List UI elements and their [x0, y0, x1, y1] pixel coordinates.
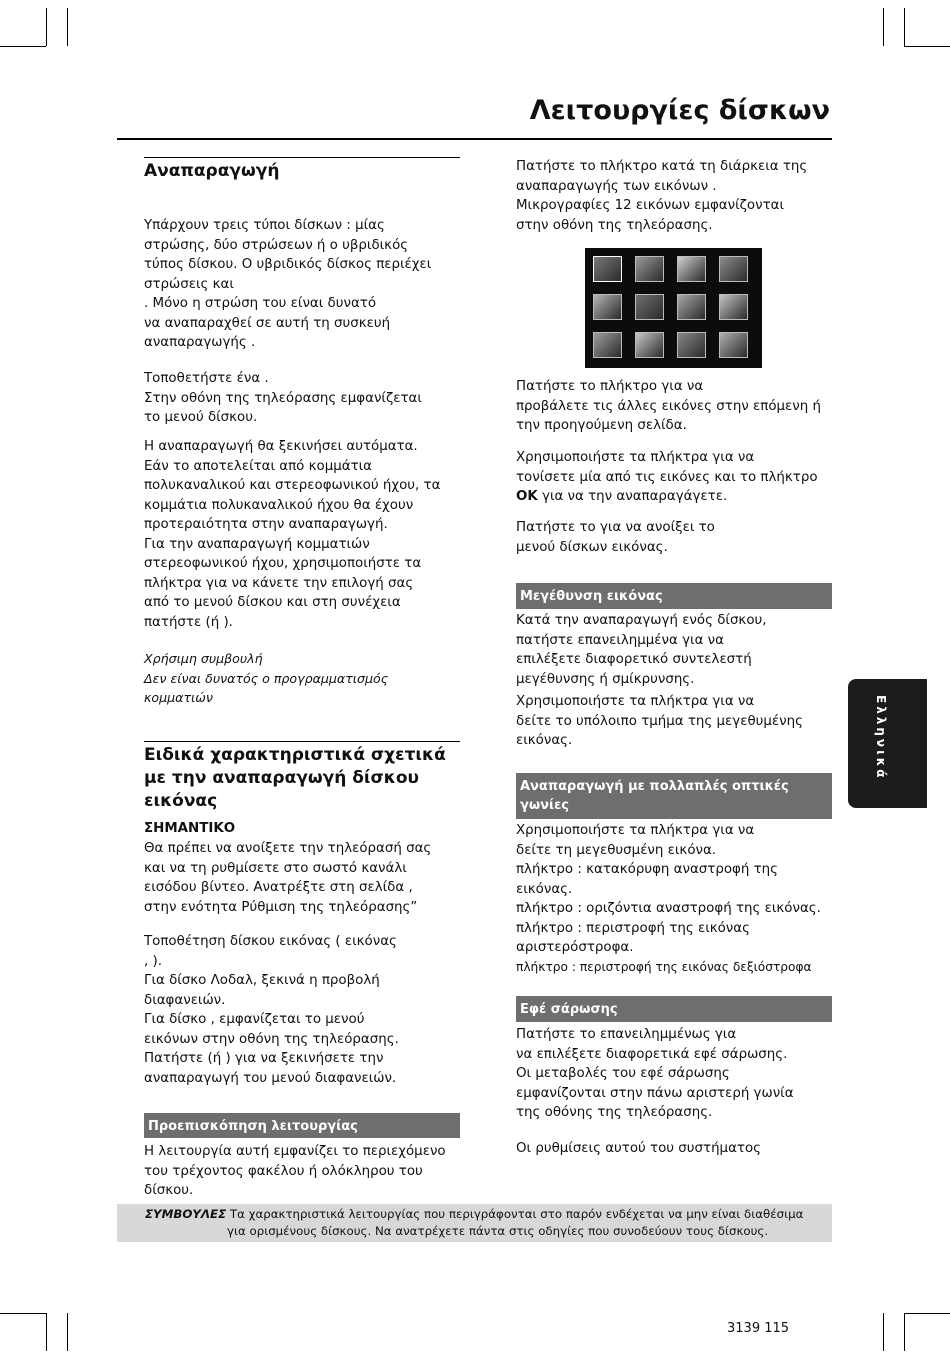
text-line: αναπαραγωγή του μενού διαφανειών. [144, 1070, 397, 1086]
text-line: Μικρογραφίες 12 εικόνων εμφανίζονται [516, 198, 785, 213]
text-line: πατήστε (ή ). [144, 614, 233, 630]
text-line: Χρησιμοποιήστε τα πλήκτρα για να [516, 823, 755, 838]
text-line: Χρησιμοποιήστε τα πλήκτρα για να [516, 694, 755, 709]
paragraph-auto-play [144, 437, 440, 632]
text-line: εικόνας. [516, 733, 573, 748]
section-bar-angles [516, 773, 832, 819]
crop-mark [904, 46, 950, 47]
paragraph-disc-types [144, 216, 431, 353]
text-line: Η λειτουργία αυτή εμφανίζει το περιεχόμενο [144, 1144, 446, 1159]
text-line: από το μενού δίσκου και στη συνέχεια [144, 595, 401, 610]
text-line: πλήκτρο : κατακόρυφη αναστροφή της [516, 862, 779, 877]
text-line: Για δίσκο , εμφανίζεται το μενού [144, 1012, 365, 1027]
paragraph-open-menu [516, 518, 715, 557]
text-line: επιλέξετε διαφορετικό συντελεστή [516, 652, 752, 667]
thumbnail-grid [585, 248, 762, 368]
paragraph-important [144, 839, 431, 917]
picture-thumbnail[interactable] [677, 332, 706, 358]
bar-line: γωνίες [520, 798, 570, 813]
text-line: στρώσης, δύο στρώσεων ή ο υβριδικός [144, 237, 409, 253]
tips-text: Τα χαρακτηριστικά λειτουργίας που περιγράφονται στο παρόν ενδέχεται να μην είναι διαθέσιμα [226, 1207, 804, 1221]
language-side-tab [848, 679, 927, 808]
crop-mark [904, 1313, 950, 1314]
text-line: Εάν το αποτελείται από κομμάτια [144, 458, 372, 474]
text-line: και να τη ρυθμίσετε στο σωστό κανάλι [144, 860, 407, 876]
crop-mark [67, 8, 68, 46]
page-title: Λειτουργίες δίσκων [529, 95, 830, 126]
paragraph-zoom [516, 611, 767, 689]
crop-mark [904, 1313, 905, 1351]
text-line: αναπαραγωγής . [144, 335, 256, 350]
heading-line: εικόνας [144, 791, 218, 811]
text-line: τύπος δίσκου. Ο υβριδικός δίσκος περιέχει [144, 257, 432, 272]
text-line: πλήκτρα για να κάνετε την επιλογή σας [144, 575, 414, 591]
section-bar-scan: Εφέ σάρωσης [516, 996, 832, 1022]
text-line: στερεοφωνικού ήχου, χρησιμοποιήστε τα [144, 556, 422, 571]
text-line: Πατήστε το πλήκτρο για να [516, 379, 704, 394]
text-line: εικόνων στην οθόνη της τηλεόρασης. [144, 1031, 399, 1047]
text-line: Για την αναπαραγωγή κομματιών [144, 536, 370, 552]
text-line: το μενού δίσκου. [144, 410, 258, 425]
text-line: δίσκου. [144, 1183, 194, 1198]
text-line [516, 487, 818, 507]
text-line: Χρήσιμη συμβουλή [144, 651, 263, 666]
text-line: πλήκτρο : περιστροφή της εικόνας [516, 920, 750, 936]
text-line: εισόδου βίντεο. Ανατρέξτε στη σελίδα , [144, 880, 413, 895]
text-line: μεγέθυνσης ή σμίκρυνσης. [516, 671, 695, 687]
text-line: αναπαραγωγής των εικόνων . [516, 178, 717, 194]
text-line: την προηγούμενη σελίδα. [516, 418, 687, 433]
paragraph-next-page [516, 377, 821, 436]
crop-mark [67, 1313, 68, 1351]
important-label: ΣΗΜΑΝΤΙΚΟ [144, 821, 236, 836]
crop-mark [0, 46, 46, 47]
paragraph-angles [516, 821, 821, 977]
section-rule [144, 157, 460, 158]
paragraph-preview [144, 1142, 446, 1201]
crop-mark [883, 8, 884, 46]
tips-label: ΣΥΜΒΟΥΛΕΣ [145, 1207, 227, 1221]
text-line: διαφανειών. [144, 992, 226, 1008]
text-line: Η αναπαραγωγή θα ξεκινήσει αυτόματα. [144, 439, 418, 454]
ok-key-label: OK [516, 489, 538, 504]
text-line: κομματιών [144, 690, 213, 705]
text-span: για να την αναπαραγάγετε. [537, 489, 728, 504]
text-line: δείτε το υπόλοιπο τμήμα της μεγεθυμένης [516, 713, 803, 729]
text-line: Στην οθόνη της τηλεόρασης εμφανίζεται [144, 390, 422, 406]
text-line: Πατήστε το για να ανοίξει το [516, 520, 715, 535]
picture-thumbnail[interactable] [593, 256, 622, 282]
text-line: πλήκτρο : περιστροφή της εικόνας δεξιόστροφα [516, 959, 812, 974]
text-line: πατήστε επανειλημμένα για να [516, 632, 724, 648]
paragraph-select-picture [516, 448, 818, 507]
picture-thumbnail[interactable] [719, 294, 748, 320]
heading-line: Ειδικά χαρακτηριστικά σχετικά [144, 745, 446, 765]
text-line: Υπάρχουν τρεις τύποι δίσκων : μίας [144, 218, 385, 233]
paragraph-zoom-pan [516, 692, 803, 751]
heading-line: με την αναπαραγωγή δίσκου [144, 768, 419, 788]
bar-line: Αναπαραγωγή με πολλαπλές οπτικές [520, 779, 789, 794]
text-line: εμφανίζονται στην πάνω αριστερή γωνία [516, 1085, 794, 1101]
picture-thumbnail[interactable] [635, 256, 664, 282]
text-line: στρώσεις και [144, 276, 234, 292]
text-line: Χρησιμοποιήστε τα πλήκτρα για να [516, 450, 755, 465]
section-heading-picture-features [144, 744, 446, 813]
crop-mark [46, 1313, 47, 1351]
title-rule [117, 138, 832, 140]
text-line: προτεραιότητα στην αναπαραγωγή. [144, 517, 388, 532]
picture-thumbnail[interactable] [593, 332, 622, 358]
text-line: πλήκτρο : οριζόντια αναστροφή της εικόνας. [516, 901, 821, 916]
section-bar-zoom: Μεγέθυνση εικόνας [516, 583, 832, 609]
paragraph-settings: Οι ρυθμίσεις αυτού του συστήματος [516, 1141, 762, 1156]
helpful-tip [144, 649, 388, 708]
picture-thumbnail[interactable] [677, 256, 706, 282]
text-line: Πατήστε το πλήκτρο κατά τη διάρκεια της [516, 159, 808, 174]
text-line: , ). [144, 953, 162, 969]
crop-mark [883, 1313, 884, 1351]
text-line: στην ενότητα Ρύθμιση της τηλεόρασης” [144, 899, 418, 915]
text-line: Τοποθετήστε ένα . [144, 371, 269, 386]
paragraph-thumbnails [516, 157, 807, 235]
text-line: πολυκαναλικού και στερεοφωνικού ήχου, τα [144, 478, 441, 493]
text-line: Οι μεταβολές του εφέ σάρωσης [516, 1066, 730, 1081]
text-line: δείτε τη μεγεθυσμένη εικόνα. [516, 842, 717, 858]
tips-box [117, 1204, 832, 1242]
text-line: Πατήστε το επανειλημμένως για [516, 1027, 737, 1042]
text-line: εικόνας. [516, 881, 573, 897]
crop-mark [904, 8, 905, 46]
text-line: . Μόνο η στρώση του είναι δυνατό [144, 296, 377, 311]
text-line: Τοποθέτηση δίσκου εικόνας ( εικόνας [144, 934, 397, 949]
text-line: να επιλέξετε διαφορετικά εφέ σάρωσης. [516, 1046, 788, 1062]
picture-thumbnail[interactable] [677, 294, 706, 320]
text-line: Δεν είναι δυνατός ο προγραμματισμός [144, 670, 389, 686]
tips-line [145, 1206, 826, 1223]
text-line: μενού δίσκων εικόνας. [516, 539, 668, 555]
paragraph-insert-disc [144, 369, 422, 428]
picture-thumbnail[interactable] [593, 294, 622, 320]
text-line: της οθόνης της τηλεόρασης. [516, 1105, 713, 1120]
tips-line: για ορισμένους δίσκους. Να ανατρέχετε πάντα στις οδηγίες που συνοδεύουν τους δίσκους. [227, 1224, 769, 1238]
text-line: του τρέχοντος φακέλου ή ολόκληρου του [144, 1163, 423, 1179]
text-line: Για δίσκο Λοδαλ, ξεκινά η προβολή [144, 973, 380, 988]
paragraph-scan [516, 1025, 794, 1123]
section-rule [144, 741, 460, 742]
picture-thumbnail[interactable] [719, 332, 748, 358]
paragraph-load-picture-disc [144, 932, 399, 1088]
text-line: αριστερόστροφα. [516, 940, 634, 955]
language-tab-label: Ελληνικά [874, 695, 888, 781]
page-number: 3139 115 [727, 1321, 790, 1336]
text-line: τονίσετε μία από τις εικόνες και το πλήκτρο [516, 469, 818, 485]
text-line: Κατά την αναπαραγωγή ενός δίσκου, [516, 613, 767, 628]
text-line: Πατήστε (ή ) για να ξεκινήσετε την [144, 1051, 384, 1066]
crop-mark [0, 1313, 46, 1314]
picture-thumbnail[interactable] [635, 332, 664, 358]
text-line: προβάλετε τις άλλες εικόνες στην επόμενη ή [516, 398, 822, 414]
text-line: Θα πρέπει να ανοίξετε την τηλεόρασή σας [144, 841, 432, 856]
text-line: να αναπαραχθεί σε αυτή τη συσκευή [144, 315, 391, 331]
section-heading-playback: Αναπαραγωγή [144, 161, 280, 181]
section-bar-preview: Προεπισκόπηση λειτουργίας [144, 1113, 460, 1138]
crop-mark [46, 8, 47, 46]
picture-thumbnail[interactable] [719, 256, 748, 282]
text-line: στην οθόνη της τηλεόρασης. [516, 217, 713, 233]
picture-thumbnail[interactable] [635, 294, 664, 320]
text-line: κομμάτια πολυκαναλικού ήχου θα έχουν [144, 497, 414, 513]
